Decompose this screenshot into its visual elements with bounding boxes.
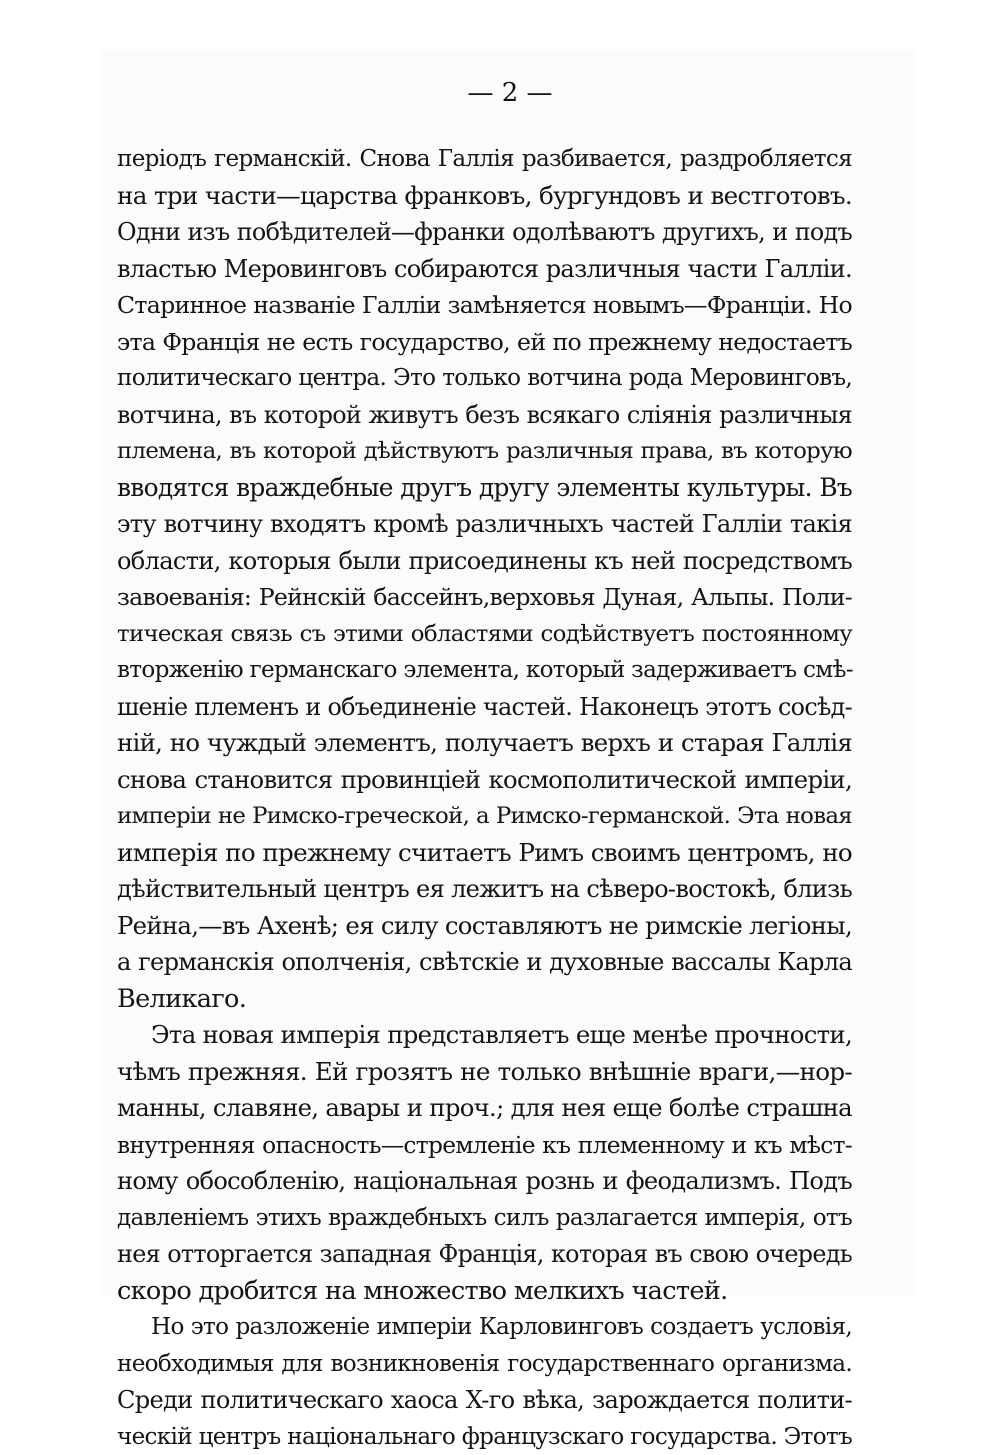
- text-line: вотчина, въ которой живутъ безъ всякаго сліянія различныя: [117, 397, 852, 434]
- body-text: [117, 141, 852, 1455]
- text-line: Но это разложеніе имперіи Карловинговъ создаетъ условія,: [117, 1309, 852, 1346]
- paragraph: [117, 141, 852, 1017]
- paragraph: [117, 1017, 852, 1309]
- text-line: имперія по прежнему считаетъ Римъ своимъ центромъ, но: [117, 835, 852, 872]
- text-line: Эта новая имперія представляетъ еще менѣе прочности,: [117, 1017, 852, 1054]
- text-line: эту вотчину входятъ кромѣ различныхъ частей Галліи такія: [117, 506, 852, 543]
- text-line: вводятся враждебные другъ другу элементы культуры. Въ: [117, 470, 852, 507]
- text-line: на три части—царства франковъ, бургундовъ и вестготовъ.: [117, 178, 852, 215]
- text-line: періодъ германскій. Снова Галлія разбивается, раздробляется: [117, 141, 852, 178]
- text-line: скоро дробится на множество мелкихъ частей.: [117, 1273, 852, 1310]
- text-line: а германскія ополченія, свѣтскіе и духовные вассалы Карла: [117, 944, 852, 981]
- paragraph: [117, 1309, 852, 1455]
- text-line: дѣйствительный центръ ея лежитъ на сѣверо-востокѣ, близь: [117, 871, 852, 908]
- text-line: ній, но чуждый элементъ, получаетъ верхъ и старая Галлія: [117, 725, 852, 762]
- text-line: чѣмъ прежняя. Ей грозятъ не только внѣшніе враги,—нор-: [117, 1054, 852, 1091]
- text-line: шеніе племенъ и объединеніе частей. Наконецъ этотъ сосѣд-: [117, 689, 852, 726]
- text-line: манны, славяне, авары и проч.; для нея еще болѣе страшна: [117, 1090, 852, 1127]
- text-line: имперіи не Римско-греческой, а Римско-германской. Эта новая: [117, 798, 852, 835]
- text-line: племена, въ которой дѣйствуютъ различныя права, въ которую: [117, 433, 852, 470]
- text-line: ческій центръ національнаго французскаго государства. Этотъ: [117, 1419, 852, 1455]
- text-line: Рейна,—въ Ахенѣ; ея силу составляютъ не римскіе легіоны,: [117, 908, 852, 945]
- text-line: Великаго.: [117, 981, 852, 1018]
- text-line: снова становится провинціей космополитической имперіи,: [117, 762, 852, 799]
- text-line: внутренняя опасность—стремленіе къ племенному и къ мѣст-: [117, 1127, 852, 1164]
- text-line: эта Франція не есть государство, ей по прежнему недостаетъ: [117, 324, 852, 361]
- text-line: Одни изъ побѣдителей—франки одолѣваютъ другихъ, и подъ: [117, 214, 852, 251]
- text-line: политическаго центра. Это только вотчина рода Меровинговъ,: [117, 360, 852, 397]
- text-line: завоеванія: Рейнскій бассейнъ,верховья Дуная, Альпы. Поли-: [117, 579, 852, 616]
- text-line: области, которыя были присоединены къ ней посредствомъ: [117, 543, 852, 580]
- text-line: давленіемъ этихъ враждебныхъ силъ разлагается имперія, отъ: [117, 1200, 852, 1237]
- text-line: тическая связь съ этими областями содѣйствуетъ постоянному: [117, 616, 852, 653]
- text-line: Старинное названіе Галліи замѣняется новымъ—Франціи. Но: [117, 287, 852, 324]
- text-line: вторженію германскаго элемента, который задерживаетъ смѣ-: [117, 652, 852, 689]
- text-line: Среди политическаго хаоса X-го вѣка, зарождается полити-: [117, 1382, 852, 1419]
- text-line: властью Меровинговъ собираются различныя части Галліи.: [117, 251, 852, 288]
- text-line: нея отторгается западная Франція, которая въ свою очередь: [117, 1236, 852, 1273]
- text-line: ному обособленію, національная рознь и феодализмъ. Подъ: [117, 1163, 852, 1200]
- page-number: — 2 —: [0, 78, 1000, 108]
- text-line: необходимыя для возникновенія государственнаго организма.: [117, 1346, 852, 1383]
